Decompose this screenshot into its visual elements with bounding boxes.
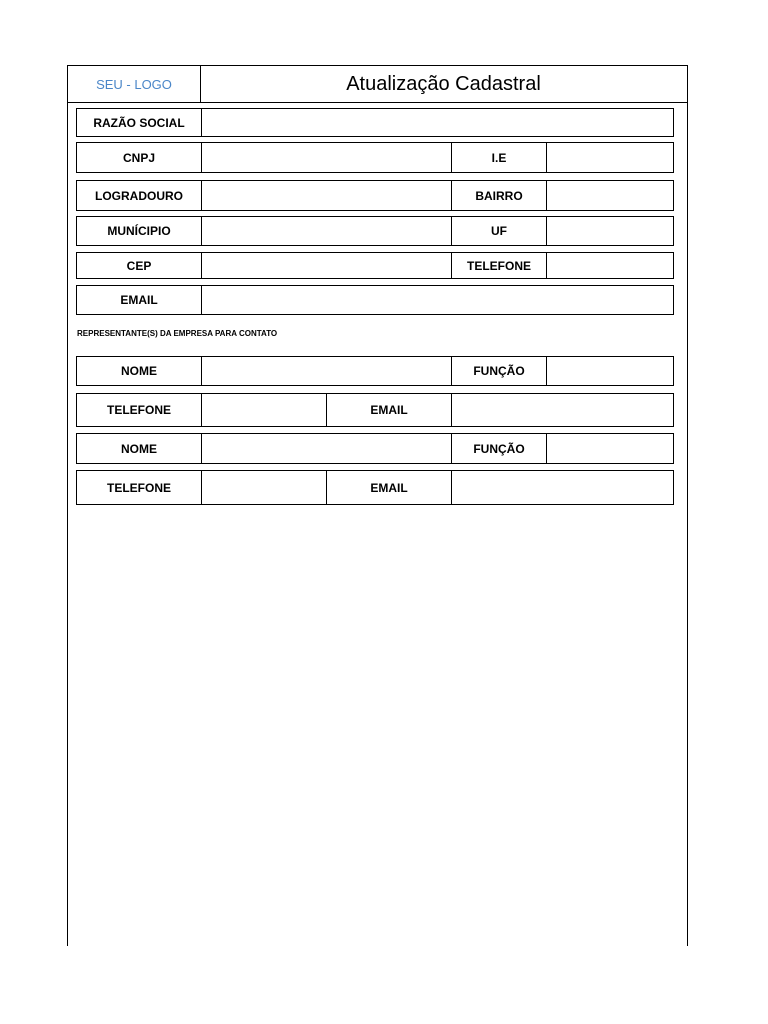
logradouro-row (76, 180, 674, 211)
header-divider (67, 102, 687, 103)
bairro-label: BAIRRO (451, 181, 546, 210)
logo-placeholder: SEU - LOGO (96, 76, 172, 92)
municipio-field[interactable] (201, 217, 451, 245)
cep-field[interactable] (201, 253, 451, 278)
ie-field[interactable] (546, 143, 673, 172)
contact-2-nome-label: NOME (121, 441, 157, 456)
contact-2-telefone-label: TELEFONE (106, 480, 171, 495)
logradouro-label: LOGRADOURO (95, 188, 183, 203)
razao-social-field[interactable] (201, 109, 673, 136)
uf-label: UF (451, 217, 546, 245)
contact-2-funcao-field[interactable] (546, 434, 673, 463)
cep-label: CEP (126, 258, 152, 273)
municipio-row (76, 216, 674, 246)
telefone-label: TELEFONE (451, 253, 546, 278)
page-title: Atualização Cadastral (346, 72, 541, 95)
contact-1-phone-row (76, 393, 674, 427)
contact-1-funcao-label: FUNÇÃO (451, 357, 546, 385)
contact-2-email-label: EMAIL (326, 471, 451, 504)
cnpj-label: CNPJ (122, 150, 155, 165)
cnpj-row (76, 142, 674, 173)
municipio-label: MUNÍCIPIO (107, 224, 171, 238)
contact-1-nome-field[interactable] (201, 357, 451, 385)
bairro-field[interactable] (546, 181, 673, 210)
razao-social-label: RAZÃO SOCIAL (93, 115, 185, 130)
contact-1-email-field[interactable] (451, 394, 673, 426)
ie-label: I.E (451, 143, 546, 172)
email-row (76, 285, 674, 315)
contact-1-funcao-field[interactable] (546, 357, 673, 385)
contact-1-telefone-field[interactable] (201, 394, 326, 426)
contact-1-name-row (76, 356, 674, 386)
telefone-field[interactable] (546, 253, 673, 278)
cep-row (76, 252, 674, 279)
contact-2-phone-row (76, 470, 674, 505)
cnpj-field[interactable] (201, 143, 451, 172)
uf-field[interactable] (546, 217, 673, 245)
email-field[interactable] (201, 286, 673, 314)
contact-2-name-row (76, 433, 674, 464)
contact-1-telefone-label: TELEFONE (106, 403, 171, 417)
contact-1-email-label: EMAIL (326, 394, 451, 426)
contact-2-email-field[interactable] (451, 471, 673, 504)
razao-social-row (76, 108, 674, 137)
contact-2-funcao-label: FUNÇÃO (451, 434, 546, 463)
contact-2-telefone-field[interactable] (201, 471, 326, 504)
email-label: EMAIL (120, 293, 158, 307)
contact-2-nome-field[interactable] (201, 434, 451, 463)
logradouro-field[interactable] (201, 181, 451, 210)
contact-1-nome-label: NOME (121, 364, 157, 378)
representatives-section-title: REPRESENTANTE(S) DA EMPRESA PARA CONTATO (77, 329, 278, 338)
